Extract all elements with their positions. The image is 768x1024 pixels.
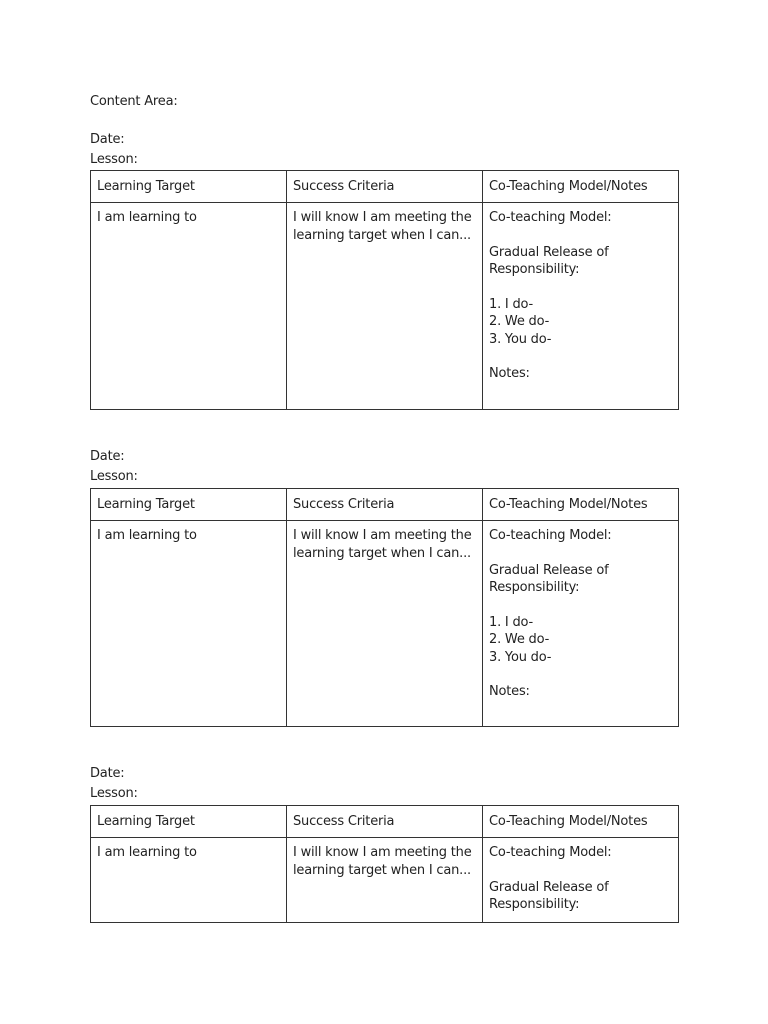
learning-target-cell	[91, 838, 287, 923]
learning-target-text: I am learning to	[97, 528, 197, 543]
success-criteria-line: learning target when I can...	[293, 227, 471, 243]
learning-target-cell	[91, 521, 287, 727]
gradual-release-line: Gradual Release of	[489, 562, 609, 578]
header-learning-target: Learning Target	[91, 806, 287, 838]
learning-target-text: I am learning to	[97, 845, 197, 860]
step-item: 1. I do-	[489, 614, 534, 630]
gradual-release-line: Gradual Release of	[489, 879, 609, 895]
lesson-table	[90, 488, 679, 727]
notes-text: Notes:	[489, 366, 530, 381]
success-criteria-line: learning target when I can...	[293, 545, 471, 561]
success-criteria-line: I will know I am meeting the	[293, 528, 472, 543]
date-label: Date:	[90, 132, 125, 147]
coteaching-model-text: Co-teaching Model:	[489, 210, 612, 225]
header-learning-target: Learning Target	[91, 489, 287, 521]
success-criteria-line: I will know I am meeting the	[293, 210, 472, 225]
coteaching-model-text: Co-teaching Model:	[489, 528, 612, 543]
success-criteria-line: I will know I am meeting the	[293, 845, 472, 860]
table-header-row	[91, 171, 679, 203]
header-success-criteria: Success Criteria	[287, 171, 483, 203]
notes-text: Notes:	[489, 684, 530, 699]
header-success-criteria: Success Criteria	[287, 806, 483, 838]
date-label: Date:	[90, 449, 125, 464]
header-coteaching-notes: Co-Teaching Model/Notes	[483, 171, 679, 203]
header-success-criteria: Success Criteria	[287, 489, 483, 521]
table-body-row	[91, 521, 679, 727]
date-label: Date:	[90, 766, 125, 781]
learning-target-cell	[91, 203, 287, 410]
header-learning-target: Learning Target	[91, 171, 287, 203]
learning-target-text: I am learning to	[97, 210, 197, 225]
table-body-row	[91, 203, 679, 410]
success-criteria-cell	[287, 521, 483, 727]
gradual-release-line: Responsibility:	[489, 580, 580, 595]
success-criteria-cell	[287, 838, 483, 923]
table-header-row	[91, 806, 679, 838]
gradual-release-line: Gradual Release of	[489, 244, 609, 260]
table-body-row	[91, 838, 679, 923]
success-criteria-line: learning target when I can...	[293, 862, 471, 878]
lesson-table	[90, 170, 679, 410]
step-item: 2. We do-	[489, 632, 550, 647]
coteaching-cell	[483, 521, 679, 727]
header-coteaching-notes: Co-Teaching Model/Notes	[483, 489, 679, 521]
coteaching-cell	[483, 203, 679, 410]
table-header-row	[91, 489, 679, 521]
gradual-release-line: Responsibility:	[489, 262, 580, 277]
header-coteaching-notes: Co-Teaching Model/Notes	[483, 806, 679, 838]
content-area-label: Content Area:	[90, 94, 178, 109]
gradual-release-line: Responsibility:	[489, 897, 580, 912]
lesson-label: Lesson:	[90, 469, 138, 484]
coteaching-cell	[483, 838, 679, 923]
lesson-label: Lesson:	[90, 786, 138, 801]
lesson-label: Lesson:	[90, 152, 138, 167]
lesson-table	[90, 805, 679, 923]
step-item: 1. I do-	[489, 296, 534, 312]
coteaching-model-text: Co-teaching Model:	[489, 845, 612, 860]
step-item: 2. We do-	[489, 314, 550, 329]
step-item: 3. You do-	[489, 649, 552, 665]
step-item: 3. You do-	[489, 331, 552, 347]
success-criteria-cell	[287, 203, 483, 410]
